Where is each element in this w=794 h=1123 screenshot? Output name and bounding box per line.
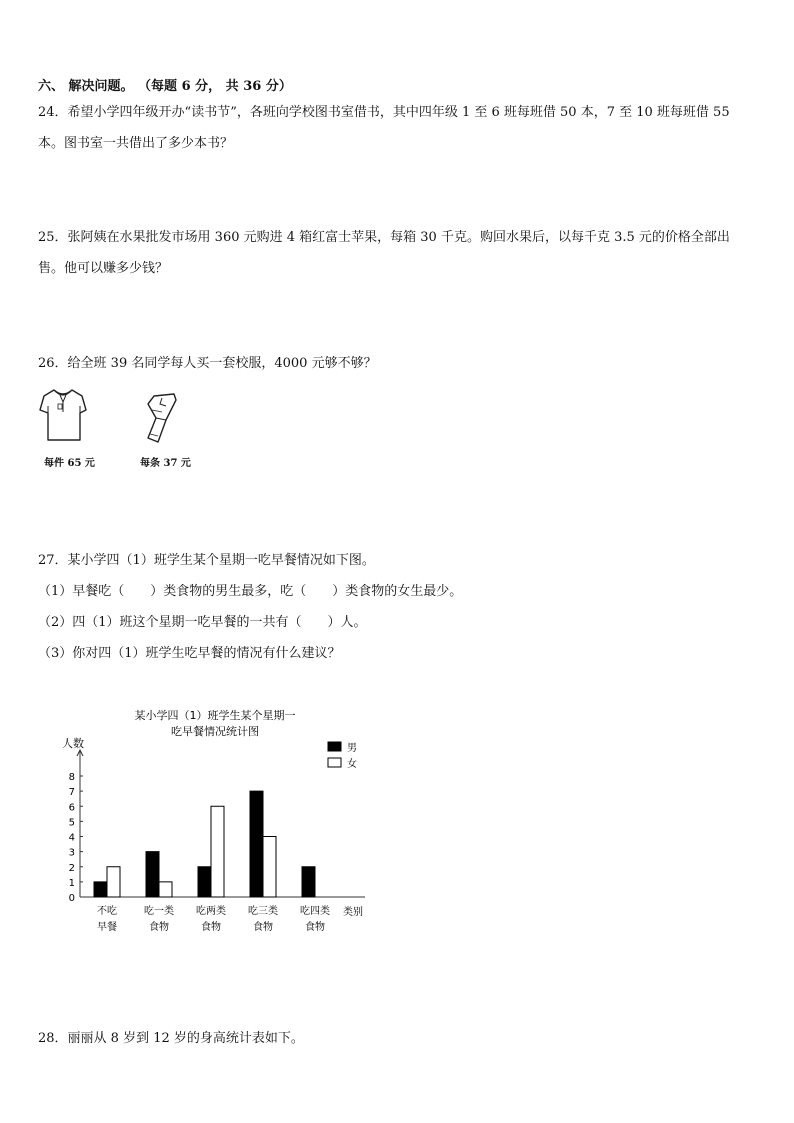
chart-title-line-1: 某小学四（1）班学生某个星期一 xyxy=(134,709,296,722)
question-27-sub-1: （1）早餐吃（ ）类食物的男生最多，吃（ ）类食物的女生最少。 xyxy=(38,584,463,599)
breakfast-bar-chart xyxy=(60,700,380,945)
chart-x-tick-label: 吃三类 xyxy=(248,906,278,917)
chart-y-tick-label: 6 xyxy=(68,802,75,814)
chart-x-tick-label: 吃四类 xyxy=(300,906,330,917)
question-24-line-2: 本。图书室一共借出了多少本书？ xyxy=(38,136,234,151)
chart-y-tick-label: 2 xyxy=(68,862,75,874)
chart-bar-female xyxy=(107,867,120,897)
chart-bar-male xyxy=(198,867,211,897)
chart-x-tick-label: 不吃 xyxy=(97,906,117,917)
question-27-line-1: 27．某小学四（1）班学生某个星期一吃早餐情况如下图。 xyxy=(38,553,375,568)
chart-x-tick-label: 吃一类 xyxy=(144,906,174,917)
question-25-line-1: 25．张阿姨在水果批发市场用 360 元购进 4 箱红富士苹果，每箱 30 千克。购回水果后，以每千克 3.5 元的价格全部出 xyxy=(38,230,730,245)
chart-y-tick-label: 3 xyxy=(68,847,75,859)
chart-bar-male xyxy=(302,867,315,897)
question-26-line-1: 26．给全班 39 名同学每人买一套校服，4000 元够不够？ xyxy=(38,356,377,371)
pants-icon xyxy=(136,390,184,446)
chart-y-tick-label: 0 xyxy=(68,893,75,904)
section-heading: 六、 解决问题。 （每题 6 分， 共 36 分） xyxy=(38,79,292,94)
question-28-line-1: 28．丽丽从 8 岁到 12 岁的身高统计表如下。 xyxy=(38,1031,304,1046)
chart-legend-swatch xyxy=(328,758,341,767)
shirt-icon xyxy=(38,386,88,446)
chart-bar-male xyxy=(250,791,263,897)
chart-legend-label: 女 xyxy=(347,759,357,770)
chart-x-tick-labels xyxy=(97,904,330,933)
chart-bar-female xyxy=(263,837,276,898)
chart-x-tick-label: 食物 xyxy=(253,922,273,933)
chart-x-tick-label: 吃两类 xyxy=(196,906,226,917)
chart-x-tick-label: 食物 xyxy=(201,922,221,933)
chart-legend-swatch xyxy=(328,742,341,751)
chart-x-tick-label: 食物 xyxy=(305,922,325,933)
chart-bar-male xyxy=(94,882,107,897)
chart-x-tick-label: 早餐 xyxy=(97,922,117,933)
chart-x-tick-label: 食物 xyxy=(149,922,169,933)
chart-y-ticks xyxy=(69,772,83,904)
chart-legend-label: 男 xyxy=(347,743,357,754)
chart-y-tick-label: 8 xyxy=(68,772,75,783)
chart-title-line-2: 吃早餐情况统计图 xyxy=(171,725,259,738)
chart-bar-female xyxy=(211,806,224,897)
chart-y-tick-label: 7 xyxy=(68,787,75,799)
chart-x-label: 类别 xyxy=(343,907,363,918)
chart-y-tick-label: 4 xyxy=(68,832,75,844)
chart-y-tick-label: 1 xyxy=(68,877,75,889)
shirt-price-caption: 每件 65 元 xyxy=(44,458,95,469)
chart-legend xyxy=(328,742,357,770)
question-27-sub-2: （2）四（1）班这个星期一吃早餐的一共有（ ）人。 xyxy=(38,615,367,630)
question-27-sub-3: （3）你对四（1）班学生吃早餐的情况有什么建议？ xyxy=(38,646,341,661)
question-24-line-1: 24．希望小学四年级开办“读书节”，各班向学校图书室借书，其中四年级 1 至 6 班每班借 50 本，7 至 10 班每班借 55 xyxy=(38,105,730,120)
chart-y-tick-label: 5 xyxy=(68,817,75,829)
chart-bar-male xyxy=(146,852,159,897)
pants-price-caption: 每条 37 元 xyxy=(140,458,191,469)
chart-bar-female xyxy=(159,882,172,897)
question-25-line-2: 售。他可以赚多少钱？ xyxy=(38,261,169,276)
chart-y-label: 人数 xyxy=(62,737,84,750)
chart-bars xyxy=(94,791,315,897)
